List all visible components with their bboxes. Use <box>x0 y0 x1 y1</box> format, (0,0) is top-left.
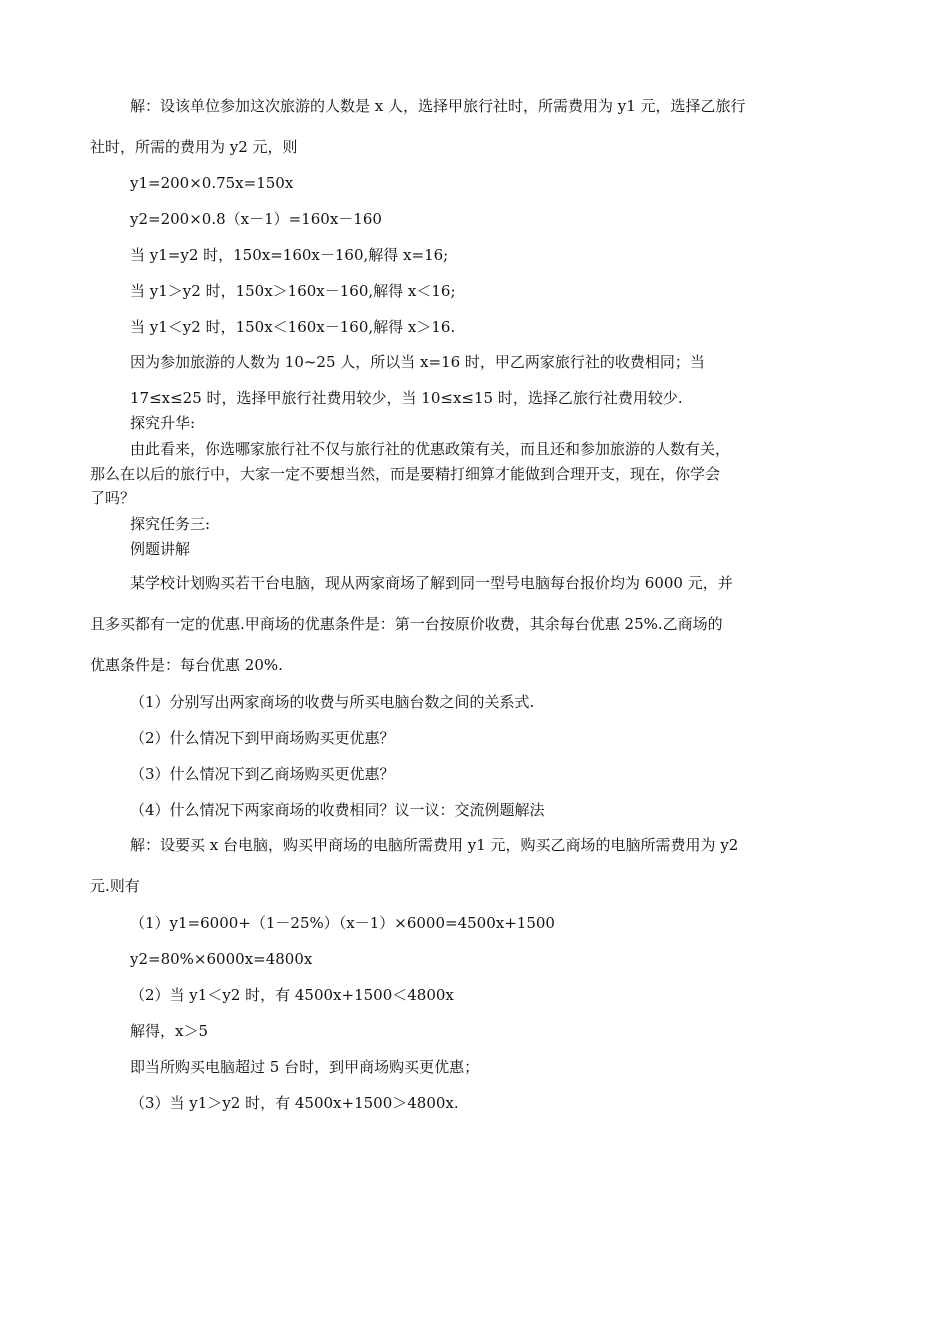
paragraph-line: 元.则有 <box>90 877 140 895</box>
paragraph-line: 17≤x≤25 时，选择甲旅行社费用较少，当 10≤x≤15 时，选择乙旅行社费用较少. <box>130 389 683 407</box>
paragraph-line: 某学校计划购买若干台电脑，现从两家商场了解到同一型号电脑每台报价均为 6000 元，并 <box>130 574 733 592</box>
paragraph-line: 解：设要买 x 台电脑，购买甲商场的电脑所需费用 y1 元，购买乙商场的电脑所需费用为 y2 <box>130 836 739 854</box>
equation-line: y2=200×0.8（x－1）=160x－160 <box>130 210 382 228</box>
equation-line: y2=80%×6000x=4800x <box>130 950 313 968</box>
section-heading: 探究任务三: <box>130 515 211 533</box>
equation-line: 当 y1＞y2 时，150x＞160x－160,解得 x＜16; <box>130 282 456 300</box>
equation-line: （1）y1=6000+（1－25%）（x－1）×6000=4500x+1500 <box>130 914 555 932</box>
equation-line: 解得，x＞5 <box>130 1022 209 1040</box>
question-item: （2）什么情况下到甲商场购买更优惠？ <box>130 729 395 747</box>
equation-line: 当 y1=y2 时，150x=160x－160,解得 x=16; <box>130 246 449 264</box>
equation-line: （3）当 y1＞y2 时，有 4500x+1500＞4800x. <box>130 1094 459 1112</box>
question-item: （3）什么情况下到乙商场购买更优惠？ <box>130 765 395 783</box>
section-heading: 探究升华: <box>130 414 196 432</box>
paragraph-line: 那么在以后的旅行中，大家一定不要想当然，而是要精打细算才能做到合理开支，现在，你学会 <box>90 465 721 483</box>
paragraph-line: 了吗？ <box>90 489 136 507</box>
paragraph-line: 且多买都有一定的优惠.甲商场的优惠条件是：第一台按原价收费，其余每台优惠 25%.乙商场的 <box>90 615 723 633</box>
paragraph-line: 社时，所需的费用为 y2 元，则 <box>90 138 298 156</box>
equation-line: （2）当 y1＜y2 时，有 4500x+1500＜4800x <box>130 986 454 1004</box>
paragraph-line: 由此看来，你选哪家旅行社不仅与旅行社的优惠政策有关，而且还和参加旅游的人数有关， <box>130 440 731 458</box>
paragraph-line: 解：设该单位参加这次旅游的人数是 x 人，选择甲旅行社时，所需费用为 y1 元，选择乙旅行 <box>130 97 746 115</box>
paragraph-line: 即当所购买电脑超过 5 台时，到甲商场购买更优惠； <box>130 1058 480 1076</box>
question-item: （4）什么情况下两家商场的收费相同？议一议：交流例题解法 <box>130 801 545 819</box>
equation-line: 当 y1＜y2 时，150x＜160x－160,解得 x＞16. <box>130 318 456 336</box>
paragraph-line: 因为参加旅游的人数为 10~25 人，所以当 x=16 时，甲乙两家旅行社的收费相同；当 <box>130 353 705 371</box>
section-heading: 例题讲解 <box>130 540 191 558</box>
question-item: （1）分别写出两家商场的收费与所买电脑台数之间的关系式. <box>130 693 535 711</box>
equation-line: y1=200×0.75x=150x <box>130 174 294 192</box>
paragraph-line: 优惠条件是：每台优惠 20%. <box>90 656 283 674</box>
